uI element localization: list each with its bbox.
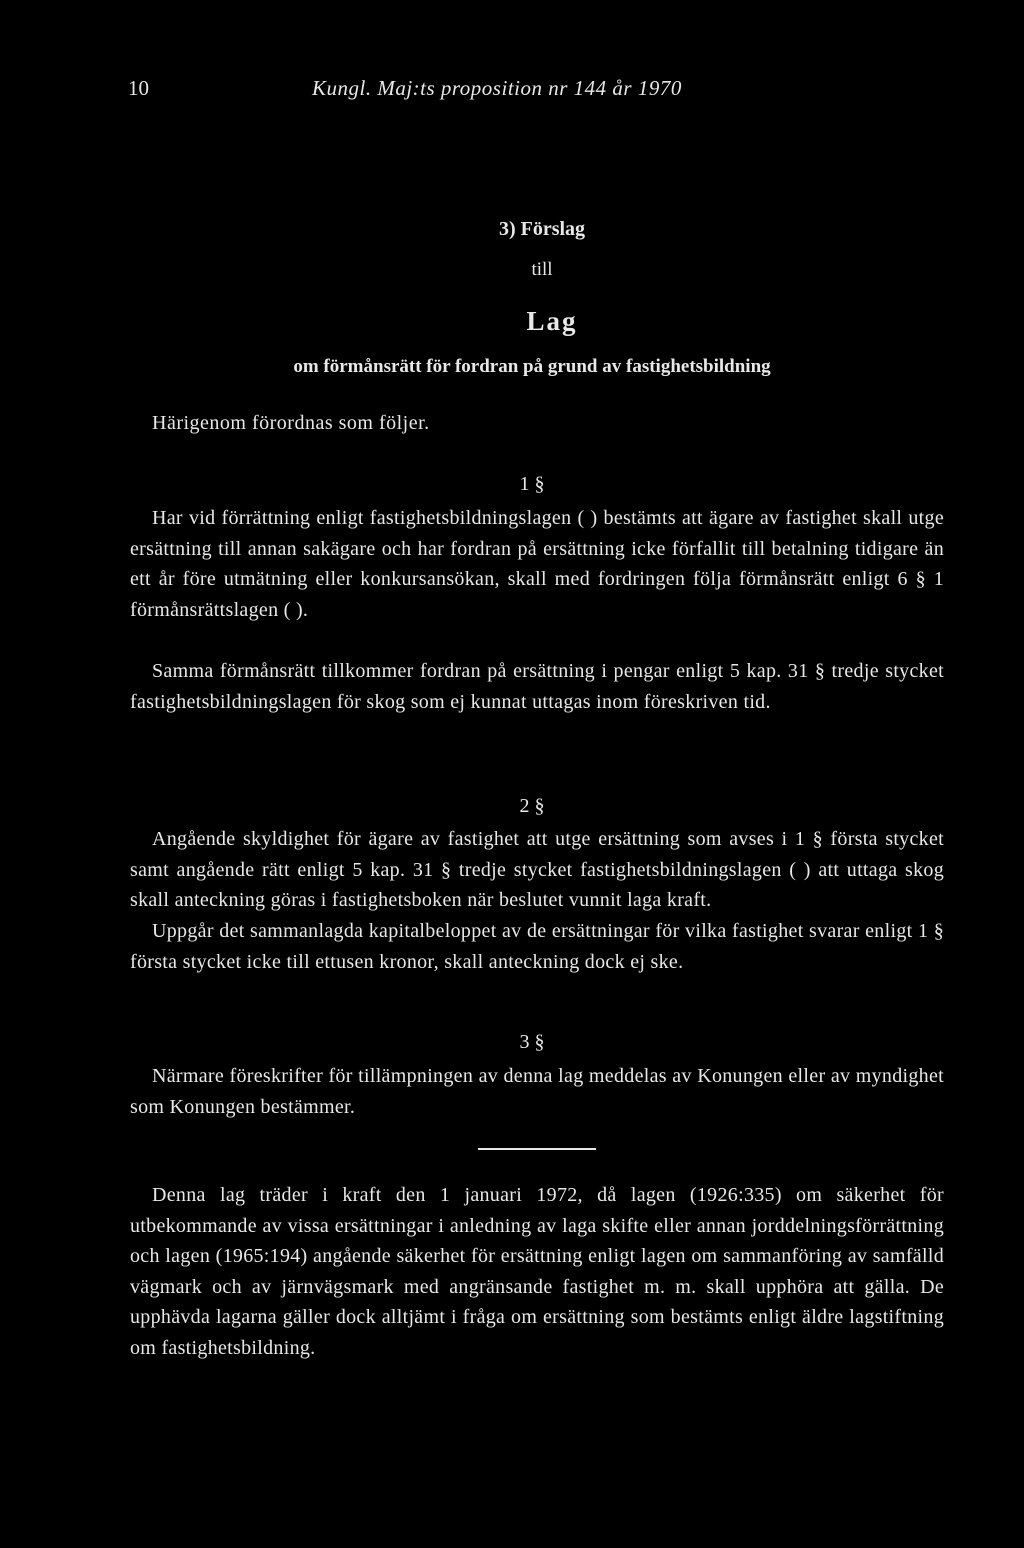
section-3-paragraph-1: Närmare föreskrifter för tillämpningen av denna lag meddelas av Konungen eller av myndighet som Konungen bestämmer.: [130, 1065, 944, 1118]
page-number: 10: [128, 76, 149, 100]
law-subtitle: om förmånsrätt för fordran på grund av fastighetsbildning: [293, 356, 771, 377]
page-header: [0, 76, 1024, 106]
section-2-paragraph-2: Uppgår det sammanlagda kapitalbeloppet av de ersättningar för vilka fastighet svarar enligt 1 § första stycket icke till ettusen kronor, skall anteckning dock ej ske.: [130, 920, 944, 973]
intro-text: Härigenom förordnas som följer.: [152, 412, 430, 434]
section-1-paragraph-1: Har vid förrättning enligt fastighetsbildningslagen ( ) bestämts att ägare av fastighet skall utge ersättning till annan sakägare och har fordran på ersättning icke förfallit till betalning tidigare än ett år före utmätning eller konkursansökan, skall med fordringen följa förmånsrätt enligt 6 § 1 förmånsrättslagen ( ).: [130, 507, 944, 621]
till-heading: till: [531, 259, 553, 280]
section-1-label: 1 §: [519, 473, 545, 495]
divider-rule: [478, 1148, 596, 1150]
section-2-paragraph-1: Angående skyldighet för ägare av fastighet att utge ersättning som avses i 1 § första stycket samt angående rätt enligt 5 kap. 31 § tredje stycket fastighetsbildningslagen ( ) att uttaga skog skall anteckning göras i fastighetsboken när beslutet vunnit laga kraft.: [130, 828, 944, 912]
section-3-label: 3 §: [519, 1031, 545, 1053]
section-2-label: 2 §: [519, 795, 545, 817]
final-provision: Denna lag träder i kraft den 1 januari 1972, då lagen (1926:335) om säkerhet för utbekommande av vissa ersättningar i anledning av laga skifte eller annan jorddelningsförrättning och lagen (1965:194) angående säkerhet för ersättning enligt lagen om sammanföring av samfälld vägmark och av järnvägsmark med angränsande fastighet m. m. skall upphöra att gälla. De upphävda lagarna gäller dock alltjämt i fråga om ersättning som bestämts enligt äldre lagstiftning om fastighetsbildning.: [130, 1184, 944, 1359]
law-title: Lag: [526, 306, 578, 336]
section-1-paragraph-2: Samma förmånsrätt tillkommer fordran på ersättning i pengar enligt 5 kap. 31 § tredje stycket fastighetsbildningslagen för skog som ej kunnat uttagas inom föreskriven tid.: [130, 660, 944, 713]
running-title: Kungl. Maj:ts proposition nr 144 år 1970: [312, 76, 682, 100]
proposal-heading: 3) Förslag: [498, 218, 586, 240]
